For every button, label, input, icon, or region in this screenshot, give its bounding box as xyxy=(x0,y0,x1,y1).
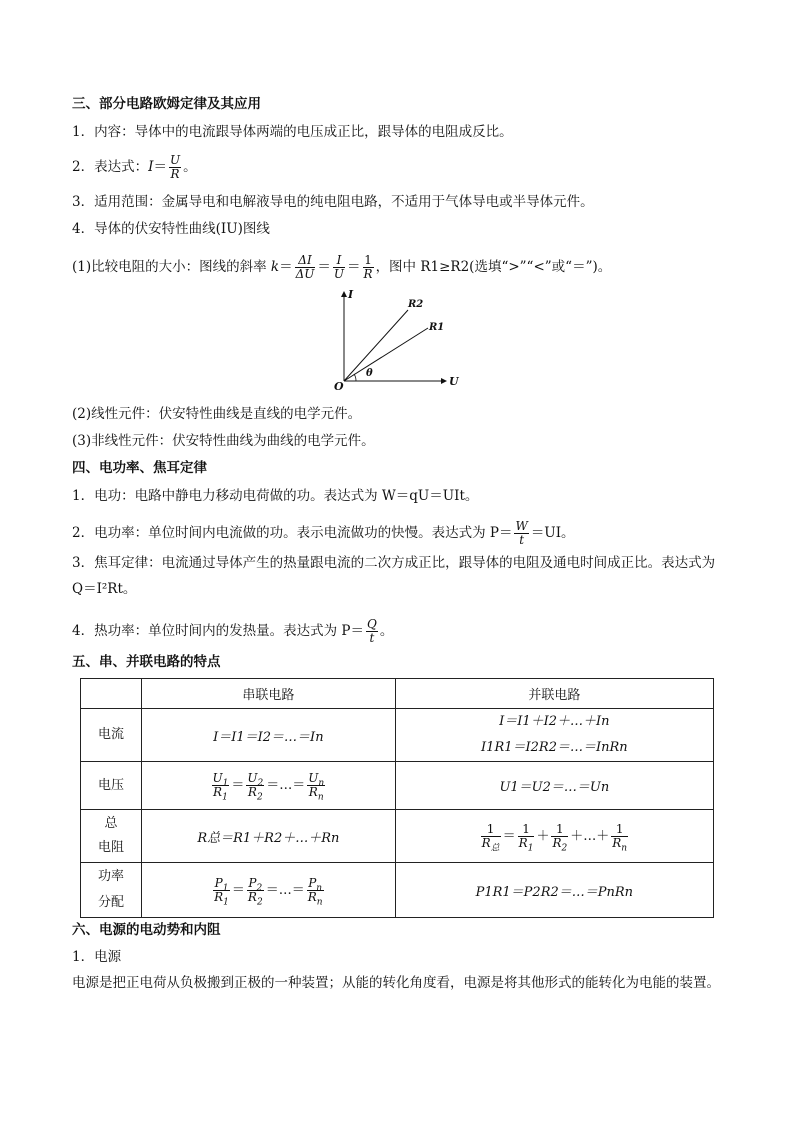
circuit-table xyxy=(80,678,714,918)
r2-label: R2 xyxy=(408,299,424,310)
col-series: 串联电路 xyxy=(142,679,396,709)
row-label-voltage: 电压 xyxy=(81,762,142,810)
joule-law: 3．焦耳定律：电流通过导体产生的热量跟电流的二次方成正比，跟导体的电阻及通电时间成正比。表达式为 Q＝I²Rt。 xyxy=(72,555,716,597)
fraction-q-over-t: $\frac{Q}{t}$ xyxy=(366,617,377,645)
fraction-1-over-r: $\frac{1}{R}$ xyxy=(363,253,373,281)
series-resistance: R总＝R1＋R2＋…＋Rn xyxy=(142,810,396,863)
table-row-current xyxy=(81,709,714,762)
iu-graph xyxy=(330,286,470,396)
series-current: I＝I1＝I2＝…＝In xyxy=(142,709,396,762)
power-source-title: 1．电源 xyxy=(72,949,122,965)
fraction-w-over-t: $\frac{W}{t}$ xyxy=(515,519,528,547)
table-row-voltage xyxy=(81,762,714,810)
linear-element: (2)线性元件：伏安特性曲线是直线的电学元件。 xyxy=(72,406,362,422)
col-parallel: 并联电路 xyxy=(395,679,713,709)
r2-line xyxy=(344,310,408,381)
heat-power: 4．热功率：单位时间内的发热量。表达式为 P＝ $\frac{Q}{t}$ 。 xyxy=(72,617,394,645)
section-3-heading: 三、部分电路欧姆定律及其应用 xyxy=(72,96,261,112)
power-source-desc: 电源是把正电荷从负极搬到正极的一种装置；从能的转化角度看，电源是将其他形式的能转化为电能的装置。 xyxy=(72,975,720,991)
table-row-power xyxy=(81,863,714,918)
iu-curve-title: 4．导体的伏安特性曲线(IU)图线 xyxy=(72,221,270,237)
r1-line xyxy=(344,328,428,381)
compare-resistance: (1)比较电阻的大小：图线的斜率 k＝ $\frac{\Delta I}{\Delta U}$ ＝ $\frac{I}{U}$ ＝ $\frac{1}{R}$ ，图中 R1≥R2(选填“>”“<”或“＝”)。 xyxy=(72,253,612,281)
parallel-power: P1R1＝P2R2＝…＝PnRn xyxy=(395,863,713,918)
angle-arc xyxy=(354,374,356,381)
parallel-resistance: $\frac{1}{R_总}$ ＝ $\frac{1}{R_1}$ ＋ $\frac{1}{R_2}$ ＋…＋ $\frac{1}{R_n}$ xyxy=(395,810,713,863)
angle-label: θ xyxy=(366,368,373,379)
ohm-scope: 3．适用范围：金属导电和电解液导电的纯电阻电路，不适用于气体导电或半导体元件。 xyxy=(72,194,594,210)
section-4-heading: 四、电功率、焦耳定律 xyxy=(72,460,207,476)
axis-label-u: U xyxy=(449,375,459,388)
origin-label: O xyxy=(334,380,344,393)
electric-work: 1．电功：电路中静电力移动电荷做的功。表达式为 W＝qU＝UIt。 xyxy=(72,488,479,504)
nonlinear-element: (3)非线性元件：伏安特性曲线为曲线的电学元件。 xyxy=(72,433,375,449)
row-label-current: 电流 xyxy=(81,709,142,762)
table-corner xyxy=(81,679,142,709)
ohm-content: 1．内容：导体中的电流跟导体两端的电压成正比，跟导体的电阻成反比。 xyxy=(72,124,513,140)
table-row-resistance xyxy=(81,810,714,863)
row-label-power: 功率 分配 xyxy=(81,863,142,918)
series-power: $\frac{P_1}{R_1}$ ＝ $\frac{P_2}{R_2}$ ＝…＝ $\frac{P_n}{R_n}$ xyxy=(142,863,396,918)
table-header-row xyxy=(81,679,714,709)
axis-label-i: I xyxy=(348,288,354,301)
series-voltage: $\frac{U_1}{R_1}$ ＝ $\frac{U_2}{R_2}$ ＝…＝ $\frac{U_n}{R_n}$ xyxy=(142,762,396,810)
parallel-current: I＝I1＋I2＋…＋In I1R1＝I2R2＝…＝InRn xyxy=(395,709,713,762)
section-6-heading: 六、电源的电动势和内阻 xyxy=(72,922,221,938)
section-5-heading: 五、串、并联电路的特点 xyxy=(72,654,221,670)
fraction-i-over-u: $\frac{I}{U}$ xyxy=(333,253,345,281)
electric-power: 2．电功率：单位时间内电流做的功。表示电流做功的快慢。表达式为 P＝ $\frac{W}{t}$ ＝UI。 xyxy=(72,519,575,547)
r1-label: R1 xyxy=(429,322,445,333)
parallel-voltage: U1＝U2＝…＝Un xyxy=(395,762,713,810)
fraction-delta: $\frac{\Delta I}{\Delta U}$ xyxy=(295,253,315,281)
fraction-u-over-r: $\frac{U}{R}$ xyxy=(169,153,181,181)
ohm-expression: 2．表达式：I＝ $\frac{U}{R}$ 。 xyxy=(72,153,197,181)
row-label-resistance: 总 电阻 xyxy=(81,810,142,863)
